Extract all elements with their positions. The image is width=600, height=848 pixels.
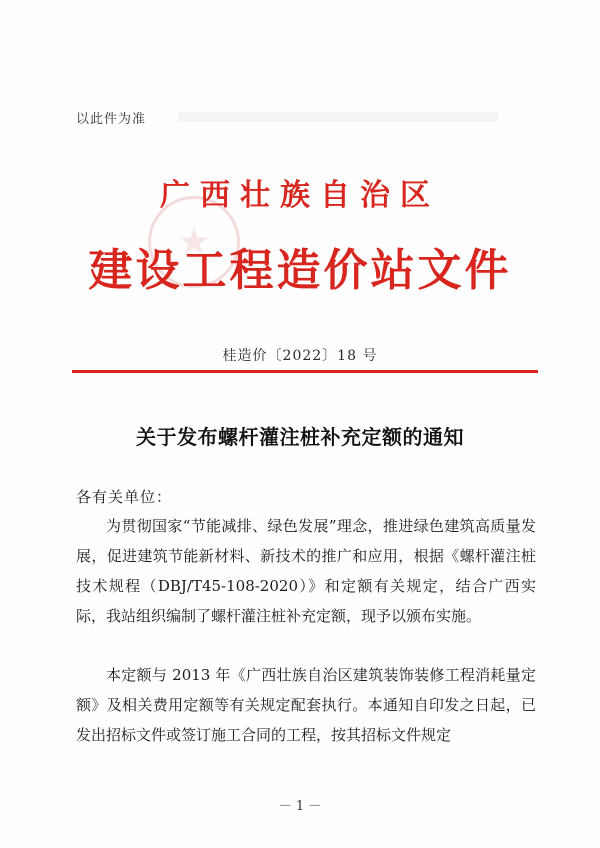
faded-show-through-line — [178, 112, 498, 122]
issuing-region-name: 广西壮族自治区 — [160, 178, 440, 213]
body-paragraph: 为贯彻国家“节能减排、绿色发展”理念，推进绿色建筑高质量发展，促进建筑节能新材料、新技术的推广和应用，根据《螺杆灌注桩技术规程（DBJ/T45-108-2020）》和定额有关规定，结合广西实际，我站组织编制了螺杆灌注桩补充定额，现予以颁布实施。 — [76, 517, 536, 625]
notice-title: 关于发布螺杆灌注桩补充定额的通知 — [136, 425, 464, 449]
authoritative-copy-note: 以此件为准 — [76, 112, 147, 127]
salutation: 各有关单位： — [76, 488, 173, 506]
body-paragraph: 本定额与 2013 年《广西壮族自治区建筑装饰装修工程消耗量定额》及相关费用定额等有关规定配套执行。本通知自印发之日起，已发出招标文件或签订施工合同的工程，按其招标文件规定 — [76, 666, 536, 744]
page-number: － 1 － — [278, 799, 322, 814]
issuing-office-title: 建设工程造价站文件 — [88, 245, 512, 296]
document-number: 桂造价〔2022〕18 号 — [222, 348, 378, 364]
red-divider-line — [72, 370, 538, 373]
